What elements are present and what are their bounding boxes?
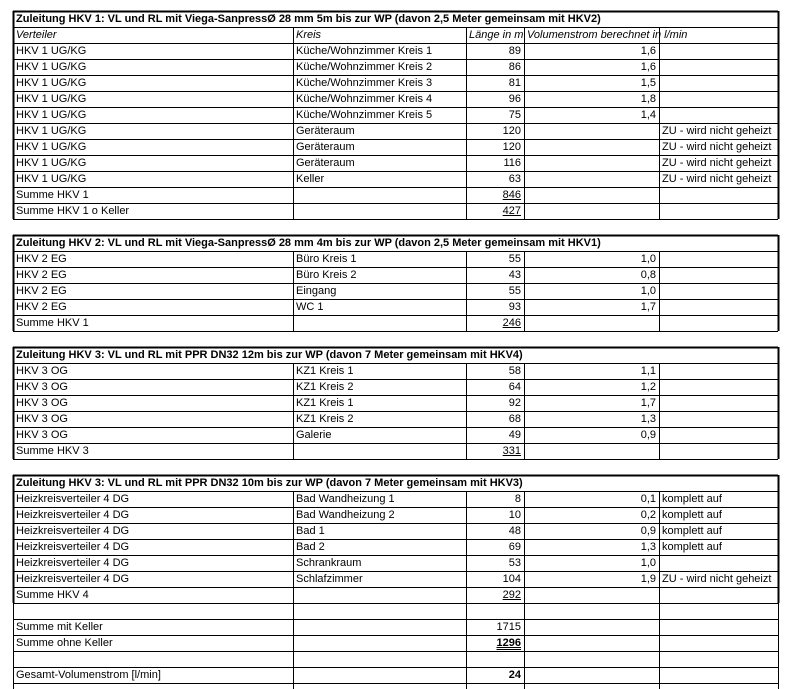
cell-laenge: 53 [508, 557, 521, 569]
cell-kreis: Keller [296, 173, 325, 185]
cell-verteiler: HKV 1 UG/KG [16, 125, 87, 137]
sum-row[interactable] [13, 203, 778, 219]
cell-kreis: KZ1 Kreis 1 [296, 365, 354, 377]
cell-bemerkung [659, 75, 778, 91]
cell-bemerkung: komplett auf [662, 541, 722, 553]
table-row[interactable] [13, 427, 778, 443]
cell-bemerkung [659, 427, 778, 443]
cell-laenge: 93 [508, 301, 521, 313]
cell-volumenstrom: 1,7 [640, 397, 656, 409]
sum-row[interactable] [13, 587, 778, 603]
cell-laenge: 43 [508, 269, 521, 281]
cell-volumenstrom: 1,2 [640, 381, 656, 393]
cell-verteiler: HKV 1 UG/KG [16, 61, 87, 73]
sum-label: Summe HKV 1 [16, 317, 89, 329]
cell-laenge: 120 [502, 125, 521, 137]
cell-bemerkung [659, 299, 778, 315]
cell-kreis: Büro Kreis 2 [296, 269, 357, 281]
section-2-title-row[interactable] [13, 235, 778, 251]
cell-volumenstrom: 0,2 [640, 509, 656, 521]
table-row[interactable] [13, 107, 778, 123]
cell-volumenstrom: 1,7 [640, 301, 656, 313]
cell-bemerkung [659, 251, 778, 267]
cell-kreis: Schrankraum [296, 557, 362, 569]
column-header-verteiler: Verteiler [16, 29, 57, 41]
cell-bemerkung [659, 107, 778, 123]
table-row[interactable] [13, 571, 778, 587]
cell-bemerkung [659, 43, 778, 59]
total-row-gesamt-volumenstrom[interactable] [13, 667, 778, 683]
cell-bemerkung: komplett auf [662, 525, 722, 537]
total-label: Gesamt-Volumenstrom [l/min] [16, 669, 161, 681]
section-title: Zuleitung HKV 3: VL und RL mit PPR DN32 10m bis zur WP (davon 7 Meter gemeinsam mit HKV3) [16, 477, 523, 489]
section-1-title-row[interactable] [13, 11, 778, 27]
table-row[interactable] [13, 139, 778, 155]
cell-laenge: 89 [508, 45, 521, 57]
cell-kreis: KZ1 Kreis 2 [296, 413, 354, 425]
cell-laenge: 49 [508, 429, 521, 441]
cell-kreis: Bad Wandheizung 2 [296, 509, 395, 521]
cell-laenge: 48 [508, 525, 521, 537]
table-row[interactable] [13, 555, 778, 571]
table-row[interactable] [13, 379, 778, 395]
table-row[interactable] [13, 267, 778, 283]
cell-bemerkung [659, 411, 778, 427]
cell-bemerkung [659, 379, 778, 395]
total-label: Summe ohne Keller [16, 637, 113, 649]
sum-row[interactable] [13, 315, 778, 331]
cell-kreis: Büro Kreis 1 [296, 253, 357, 265]
table-row[interactable] [13, 43, 778, 59]
cell-verteiler: HKV 1 UG/KG [16, 77, 87, 89]
cell-volumenstrom [524, 139, 659, 155]
cell-laenge: 116 [503, 157, 521, 169]
cell-laenge: 75 [508, 109, 521, 121]
cell-kreis: Galerie [296, 429, 332, 441]
column-header-volumenstrom: Volumenstrom berechnet in l/min [527, 29, 688, 41]
cell-bemerkung [659, 59, 778, 75]
cell-bemerkung [659, 267, 778, 283]
cell-kreis: Schlafzimmer [296, 573, 363, 585]
cell-verteiler: Heizkreisverteiler 4 DG [16, 557, 130, 569]
sum-value: 427 [502, 205, 521, 217]
cell-verteiler: HKV 3 OG [16, 365, 68, 377]
cell-volumenstrom: 0,1 [640, 493, 656, 505]
cell-bemerkung [659, 363, 778, 379]
cell-laenge: 69 [508, 541, 521, 553]
sum-value: 246 [502, 317, 521, 329]
total-row-ohne-keller[interactable] [13, 635, 778, 651]
cell-verteiler: HKV 2 EG [16, 253, 67, 265]
cell-kreis: Bad 1 [296, 525, 325, 537]
cell-volumenstrom: 1,0 [640, 285, 656, 297]
cell-verteiler: HKV 3 OG [16, 413, 68, 425]
sum-value: 846 [502, 189, 521, 201]
cell-bemerkung: ZU - wird nicht geheizt [662, 141, 772, 153]
cell-volumenstrom: 1,4 [640, 109, 656, 121]
cell-verteiler: Heizkreisverteiler 4 DG [16, 525, 130, 537]
total-value: 1715 [496, 621, 521, 633]
cell-volumenstrom: 1,3 [640, 413, 656, 425]
cell-volumenstrom: 1,6 [640, 61, 656, 73]
cell-laenge: 104 [502, 573, 521, 585]
cell-kreis: Bad Wandheizung 1 [296, 493, 395, 505]
table-row[interactable] [13, 411, 778, 427]
cell-bemerkung: ZU - wird nicht geheizt [662, 157, 772, 169]
column-header-row[interactable] [13, 27, 778, 43]
cell-laenge: 64 [508, 381, 521, 393]
cell-laenge: 92 [508, 397, 521, 409]
cell-verteiler: HKV 1 UG/KG [16, 157, 87, 169]
total-value: 24 [508, 669, 521, 681]
cell-verteiler: Heizkreisverteiler 4 DG [16, 573, 130, 585]
section-title: Zuleitung HKV 1: VL und RL mit Viega-SanpressØ 28 mm 5m bis zur WP (davon 2,5 Meter gemeinsam mit HKV2) [16, 13, 601, 25]
cell-volumenstrom [524, 123, 659, 139]
cell-volumenstrom [524, 155, 659, 171]
cell-verteiler: HKV 2 EG [16, 285, 67, 297]
table-row[interactable] [13, 539, 778, 555]
cell-bemerkung: ZU - wird nicht geheizt [662, 125, 772, 137]
cell-bemerkung [659, 395, 778, 411]
cell-verteiler: Heizkreisverteiler 4 DG [16, 493, 130, 505]
table-row[interactable] [13, 75, 778, 91]
section-3-title-row[interactable] [13, 347, 778, 363]
table-row[interactable] [13, 491, 778, 507]
cell-verteiler: HKV 2 EG [16, 269, 67, 281]
cell-volumenstrom: 0,9 [640, 429, 656, 441]
table-row[interactable] [13, 155, 778, 171]
cell-bemerkung [659, 283, 778, 299]
cell-kreis: Küche/Wohnzimmer Kreis 2 [296, 61, 433, 73]
section-title: Zuleitung HKV 3: VL und RL mit PPR DN32 12m bis zur WP (davon 7 Meter gemeinsam mit HKV4) [16, 349, 523, 361]
table-row[interactable] [13, 283, 778, 299]
cell-verteiler: HKV 1 UG/KG [16, 45, 87, 57]
cell-volumenstrom: 1,0 [640, 253, 656, 265]
cell-bemerkung: komplett auf [662, 509, 722, 521]
cell-verteiler: HKV 1 UG/KG [16, 93, 87, 105]
cell-volumenstrom: 1,5 [640, 77, 656, 89]
cell-verteiler: HKV 3 OG [16, 397, 68, 409]
cell-volumenstrom: 1,6 [640, 45, 656, 57]
cell-bemerkung: ZU - wird nicht geheizt [662, 573, 772, 585]
cell-bemerkung [659, 91, 778, 107]
cell-kreis: Küche/Wohnzimmer Kreis 3 [296, 77, 433, 89]
cell-volumenstrom: 1,8 [640, 93, 656, 105]
cell-kreis: Geräteraum [296, 141, 355, 153]
cell-laenge: 86 [508, 61, 521, 73]
cell-volumenstrom [524, 171, 659, 187]
cell-laenge: 58 [508, 365, 521, 377]
cell-kreis: Küche/Wohnzimmer Kreis 1 [296, 45, 433, 57]
cell-volumenstrom: 1,3 [640, 541, 656, 553]
sum-row[interactable] [13, 443, 778, 459]
sum-label: Summe HKV 4 [16, 589, 89, 601]
cell-laenge: 55 [508, 285, 521, 297]
sum-label: Summe HKV 3 [16, 445, 89, 457]
cell-verteiler: HKV 2 EG [16, 301, 67, 313]
cell-kreis: Bad 2 [296, 541, 325, 553]
sum-label: Summe HKV 1 o Keller [16, 205, 130, 217]
section-title: Zuleitung HKV 2: VL und RL mit Viega-SanpressØ 28 mm 4m bis zur WP (davon 2,5 Meter gemeinsam mit HKV1) [16, 237, 601, 249]
cell-laenge: 10 [508, 509, 521, 521]
cell-kreis: Küche/Wohnzimmer Kreis 5 [296, 109, 433, 121]
cell-verteiler: HKV 3 OG [16, 381, 68, 393]
table-row[interactable] [13, 363, 778, 379]
cell-laenge: 8 [514, 493, 521, 505]
cell-verteiler: Heizkreisverteiler 4 DG [16, 541, 130, 553]
total-label: Summe mit Keller [16, 621, 103, 633]
cell-laenge: 68 [508, 413, 521, 425]
cell-kreis: KZ1 Kreis 2 [296, 381, 354, 393]
cell-volumenstrom: 1,1 [640, 365, 656, 377]
cell-laenge: 81 [508, 77, 521, 89]
sum-row[interactable] [13, 187, 778, 203]
table-row[interactable] [13, 171, 778, 187]
cell-volumenstrom: 1,0 [640, 557, 656, 569]
cell-laenge: 96 [508, 93, 521, 105]
column-header-laenge: Länge in m [469, 29, 524, 41]
table-row[interactable] [13, 123, 778, 139]
table-row[interactable] [13, 251, 778, 267]
cell-bemerkung [659, 555, 778, 571]
table-row[interactable] [13, 523, 778, 539]
total-row-mit-keller[interactable] [13, 619, 778, 635]
cell-kreis: WC 1 [296, 301, 324, 313]
cell-volumenstrom: 1,9 [640, 573, 656, 585]
cell-laenge: 120 [502, 141, 521, 153]
column-header-kreis: Kreis [296, 29, 322, 41]
cell-kreis: Eingang [296, 285, 337, 297]
cell-verteiler: HKV 1 UG/KG [16, 141, 87, 153]
cell-bemerkung: komplett auf [662, 493, 722, 505]
cell-verteiler: Heizkreisverteiler 4 DG [16, 509, 130, 521]
table-row[interactable] [13, 299, 778, 315]
cell-kreis: Küche/Wohnzimmer Kreis 4 [296, 93, 433, 105]
cell-kreis: KZ1 Kreis 1 [296, 397, 354, 409]
section-4-title-row[interactable] [13, 475, 778, 491]
table-row[interactable] [13, 91, 778, 107]
cell-volumenstrom: 0,9 [640, 525, 656, 537]
cell-kreis: Geräteraum [296, 157, 355, 169]
table-row[interactable] [13, 395, 778, 411]
cell-verteiler: HKV 1 UG/KG [16, 173, 87, 185]
table-row[interactable] [13, 59, 778, 75]
sum-value: 292 [502, 589, 521, 601]
cell-laenge: 55 [508, 253, 521, 265]
cell-verteiler: HKV 3 OG [16, 429, 68, 441]
cell-bemerkung: ZU - wird nicht geheizt [662, 173, 772, 185]
cell-verteiler: HKV 1 UG/KG [16, 109, 87, 121]
sum-label: Summe HKV 1 [16, 189, 89, 201]
table-row[interactable] [13, 507, 778, 523]
cell-laenge: 63 [508, 173, 521, 185]
cell-volumenstrom: 0,8 [640, 269, 656, 281]
cell-kreis: Geräteraum [296, 125, 355, 137]
total-value: 1296 [496, 637, 521, 649]
sum-value: 331 [502, 445, 521, 457]
